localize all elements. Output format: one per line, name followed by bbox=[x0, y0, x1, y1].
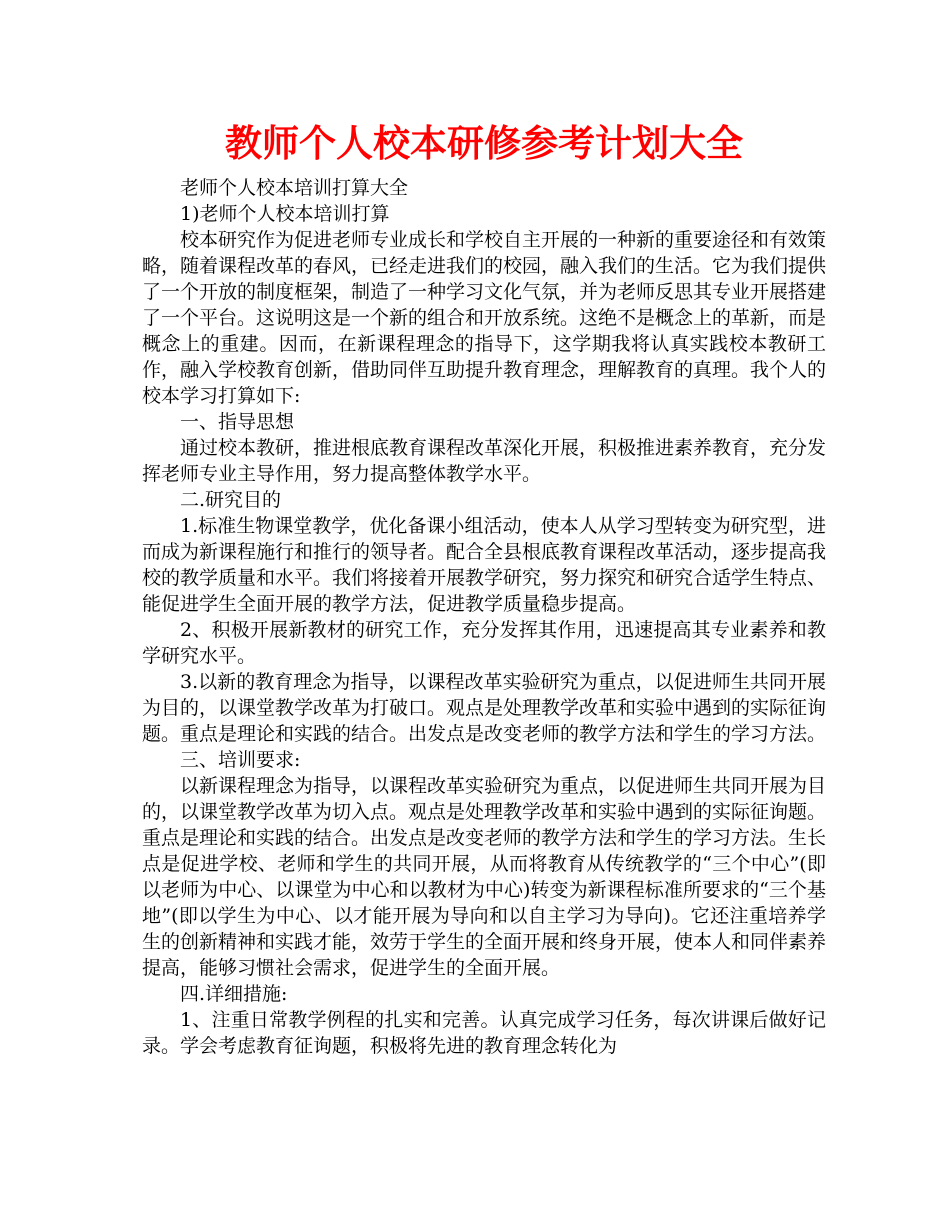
body-paragraph: 2、积极开展新教材的研究工作，充分发挥其作用，迅速提高其专业素养和教学研究水平。 bbox=[142, 619, 826, 667]
section-heading: 二.研究目的 bbox=[180, 489, 282, 511]
body-paragraph: 以新课程理念为指导，以课程改革实验研究为重点，以促进师生共同开展为目的，以课堂教学改革为切入点。观点是处理教学改革和实验中遇到的实际征询题。重点是理论和实践的结合。出发点是改变老师的教学方法和学生的学习方法。生长点是促进学校、老师和学生的共同开展，从而将教育从传统教学的“三个中心”(即以老师为中心、以课堂为中心和以教材为中心)转变为新课程标准所要求的“三个基地”(即以学生为中心、以才能开展为导向和以自主学习为导向)。它还注重培养学生的创新精神和实践才能，效劳于学生的全面开展和终身开展，使本人和同伴素养提高，能够习惯社会需求，促进学生的全面开展。 bbox=[142, 775, 827, 979]
section-heading: 一、指导思想 bbox=[180, 411, 295, 433]
document-title: 教师个人校本研修参考计划大全 bbox=[225, 122, 743, 165]
subtitle-line: 老师个人校本培训打算大全 bbox=[180, 177, 409, 199]
body-paragraph: 1、注重日常教学例程的扎实和完善。认真完成学习任务，每次讲课后做好记录。学会考虑教育征询题，积极将先进的教育理念转化为 bbox=[142, 1009, 826, 1057]
body-paragraph: 通过校本教研，推进根底教育课程改革深化开展，积极推进素养教育，充分发挥老师专业主导作用，努力提高整体教学水平。 bbox=[142, 437, 827, 485]
section-heading: 1)老师个人校本培训打算 bbox=[180, 203, 390, 225]
section-heading: 四.详细措施: bbox=[180, 983, 288, 1005]
body-paragraph: 校本研究作为促进老师专业成长和学校自主开展的一种新的重要途径和有效策略，随着课程改革的春风，已经走进我们的校园，融入我们的生活。它为我们提供了一个开放的制度框架，制造了一种学习文化气氛，并为老师反思其专业开展搭建了一个平台。这说明这是一个新的组合和开放系统。这绝不是概念上的革新，而是概念上的重建。因而，在新课程理念的指导下，这学期我将认真实践校本教研工作，融入学校教育创新，借助同伴互助提升教育理念，理解教育的真理。我个人的校本学习打算如下: bbox=[142, 229, 827, 407]
document-page bbox=[142, 118, 826, 1059]
body-paragraph: 1.标准生物课堂教学，优化备课小组活动，使本人从学习型转变为研究型，进而成为新课程施行和推行的领导者。配合全县根底教育课程改革活动，逐步提高我校的教学质量和水平。我们将接着开展教学研究，努力探究和研究合适学生特点、能促进学生全面开展的教学方法，促进教学质量稳步提高。 bbox=[142, 515, 827, 615]
body-paragraph: 3.以新的教育理念为指导，以课程改革实验研究为重点，以促进师生共同开展为目的，以课堂教学改革为打破口。观点是处理教学改革和实验中遇到的实际征询题。重点是理论和实践的结合。出发点是改变老师的教学方法和学生的学习方法。 bbox=[142, 671, 827, 745]
section-heading: 三、培训要求: bbox=[180, 749, 301, 771]
